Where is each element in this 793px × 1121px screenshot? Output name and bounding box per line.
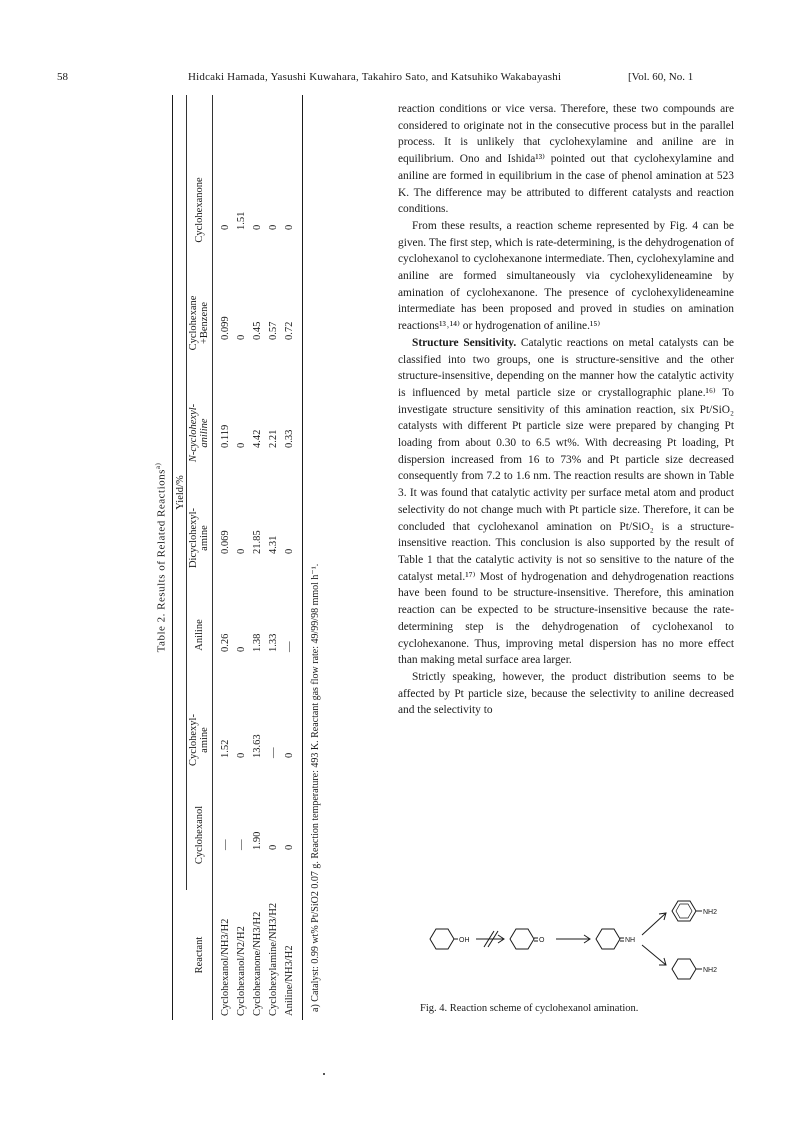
table-cell: — xyxy=(284,641,295,652)
table-cell: 1.90 xyxy=(252,831,263,850)
paragraph-text: Catalytic reactions on metal catalysts can be classified into two groups, one is structure-sensitive and the other structure-insensitive, depending on the manner how the catalytic activity is influenced by metal particle size or crystallographic plane.¹⁶⁾ To investigate structure sensitivity of this amination reaction, six Pt/SiO₂ catalysts with different Pt particle size were prepared by changing Pt loading from about 0.30 to 6.5 wt%. With decreasing Pt loading, Pt dispersion increased from 16 to 73% and Pt particle size decreased consequently from 7.2 to 1.6 nm. The reaction results are shown in Table 3. It was found that catalytic activity per surface metal atom and product selectivity do not change much with Pt particle size. Therefore, it can be concluded that cyclohexanol amination on Pt/SiO₂ is a structure-insensitive reaction. This conclusion is also supported by the result of Table 1 that the catalytic activity is not so sensitive to the nature of the catalyst metal.¹⁷⁾ Most of hydrogenation and dehydrogenation reactions have been found to be structure-insensitive. Therefore, this amination reaction can be expected to be structure-insensitive because the rate-determining step is the dehydrogenation of cyclohexanol to cyclohexanone. Thus, improving metal dispersion has no more effect than making metal surface area larger. xyxy=(398,336,734,667)
cyclohexane-ring xyxy=(510,929,534,949)
author-line: Hidcaki Hamada, Yasushi Kuwahara, Takahiro Sato, and Katsuhiko Wakabayashi xyxy=(188,71,562,83)
section-heading: Structure Sensitivity. xyxy=(412,336,517,349)
table-cell: 21.85 xyxy=(252,530,263,554)
label-o: O xyxy=(539,937,545,944)
col-header-cyclohexane-benzene: Cyclohexane +Benzene xyxy=(188,295,210,351)
col-header-reactant: Reactant xyxy=(194,936,205,974)
table-cell: 1.52 xyxy=(220,739,231,758)
table-cell: 1.38 xyxy=(252,633,263,652)
label-nh2: NH2 xyxy=(703,967,718,974)
table-row-reactant: Cyclohexanol/NH3/H2 xyxy=(220,918,231,1016)
cyclohexane-ring xyxy=(596,929,620,949)
table-cell: 0 xyxy=(284,844,295,850)
table-cell: 0.099 xyxy=(220,316,231,340)
table-cell: 4.42 xyxy=(252,429,263,448)
table-cell: 2.21 xyxy=(268,429,279,448)
col-header-n-cyclohexylaniline: N-cyclohexyl-aniline xyxy=(188,403,210,463)
paragraph xyxy=(398,335,734,669)
col-header-dicyclohexylamine: Dicyclohexyl-amine xyxy=(188,507,210,569)
paragraph: From these results, a reaction scheme represented by Fig. 4 can be given. The first step, which is rate-determining, is the dehydrogenation of cyclohexanol to cyclohexanone intermediate. Then, cyclohexylamine and aniline are formed simultaneously via cyclohexylideneamine by amination of cyclohexanone. The presence of cyclohexylideneamine intermediate has been proposed and proved in studies on amination reactions¹³˒¹⁴⁾ or hydrogenation of aniline.¹⁵⁾ xyxy=(398,219,734,333)
reaction-arrow xyxy=(642,945,666,965)
col-header-cyclohexanol: Cyclohexanol xyxy=(194,805,205,865)
table-cell: 0 xyxy=(236,334,247,340)
table-top-rule xyxy=(172,95,173,1020)
table-cell: 1.33 xyxy=(268,633,279,652)
label-oh: OH xyxy=(459,937,470,944)
table-cell: 0 xyxy=(252,224,263,230)
cyclohexane-ring xyxy=(430,929,454,949)
col-header-cyclohexanone: Cyclohexanone xyxy=(194,177,205,243)
table-cell: 0 xyxy=(236,646,247,652)
table-cell: 0.57 xyxy=(268,321,279,340)
reaction-arrow xyxy=(642,913,666,935)
table-cell: 0 xyxy=(284,752,295,758)
table-cell: — xyxy=(220,839,231,850)
col-header-aniline: Aniline xyxy=(194,619,205,651)
table-row-reactant: Cyclohexanone/NH3/H2 xyxy=(252,911,263,1016)
table-cell: 0 xyxy=(284,224,295,230)
table-header-rule xyxy=(212,95,213,1020)
table-cell: 0 xyxy=(236,442,247,448)
table-footnote: a) Catalyst: 0.99 wt% Pt/SiO2 0.07 g. Reaction temperature: 493 K. Reactant gas flow rate: 49/99/98 mmol h⁻¹. xyxy=(310,563,321,1012)
table-cell: 13.63 xyxy=(252,734,263,758)
table-row-reactant: Aniline/NH3/H2 xyxy=(284,945,295,1016)
table-cell: 0 xyxy=(236,548,247,554)
running-header xyxy=(0,71,793,87)
figure-caption: Fig. 4. Reaction scheme of cyclohexanol amination. xyxy=(420,1003,639,1014)
label-nh2: NH2 xyxy=(703,909,718,916)
table-title: Table 2. Results of Related Reactions$^{a)}$ xyxy=(154,462,168,653)
table-row-reactant: Cyclohexanol/N2/H2 xyxy=(236,926,247,1016)
table-cell: 0 xyxy=(236,752,247,758)
table-cell: 0.26 xyxy=(220,633,231,652)
table-row-reactant: Cyclohexylamine/NH3/H2 xyxy=(268,902,279,1016)
paragraph: reaction conditions or vice versa. Therefore, these two compounds are considered to originate not in the consecutive process but in the parallel process. It is unlikely that cyclohexylamine and aniline are in equilibrium. Ono and Ishida¹³⁾ pointed out that cyclohexylamine and aniline are formed in equilibrium in the case of phenol amination at 523 K. The difference may be attributed to different catalysts and reaction conditions. xyxy=(398,103,734,216)
table-bottom-rule xyxy=(302,95,303,1020)
table-cell: 0 xyxy=(220,224,231,230)
table-cell: 0 xyxy=(284,548,295,554)
table-2-rotated xyxy=(150,95,330,1020)
table-cell: 1.51 xyxy=(236,211,247,230)
page-number: 58 xyxy=(57,71,68,83)
volume-label: [Vol. 60, No. 1 xyxy=(628,71,694,83)
table-cell: — xyxy=(236,839,247,850)
table-cell: 0.45 xyxy=(252,321,263,340)
reaction-scheme-figure xyxy=(418,895,738,995)
col-header-cyclohexylamine: Cyclohexyl-amine xyxy=(188,714,210,766)
table-cell: 0.33 xyxy=(284,429,295,448)
table-cell: 0 xyxy=(268,224,279,230)
yield-header: Yield/% xyxy=(175,475,186,510)
table-2 xyxy=(150,95,330,1020)
body-text xyxy=(398,101,734,719)
label-nh: NH xyxy=(625,937,636,944)
table-cell: 0.069 xyxy=(220,530,231,554)
cyclohexane-ring xyxy=(672,959,696,979)
table-cell: 0 xyxy=(268,844,279,850)
table-cell: 0.72 xyxy=(284,321,295,340)
table-cell: — xyxy=(268,747,279,758)
table-cell: 0.119 xyxy=(220,424,231,448)
page-mark xyxy=(323,1073,325,1075)
yield-span-line xyxy=(186,95,187,890)
table-cell: 4.31 xyxy=(268,535,279,554)
paragraph: Strictly speaking, however, the product distribution seems to be affected by Pt particle size, because the selectivity to aniline decreased and the selectivity to xyxy=(398,670,734,717)
